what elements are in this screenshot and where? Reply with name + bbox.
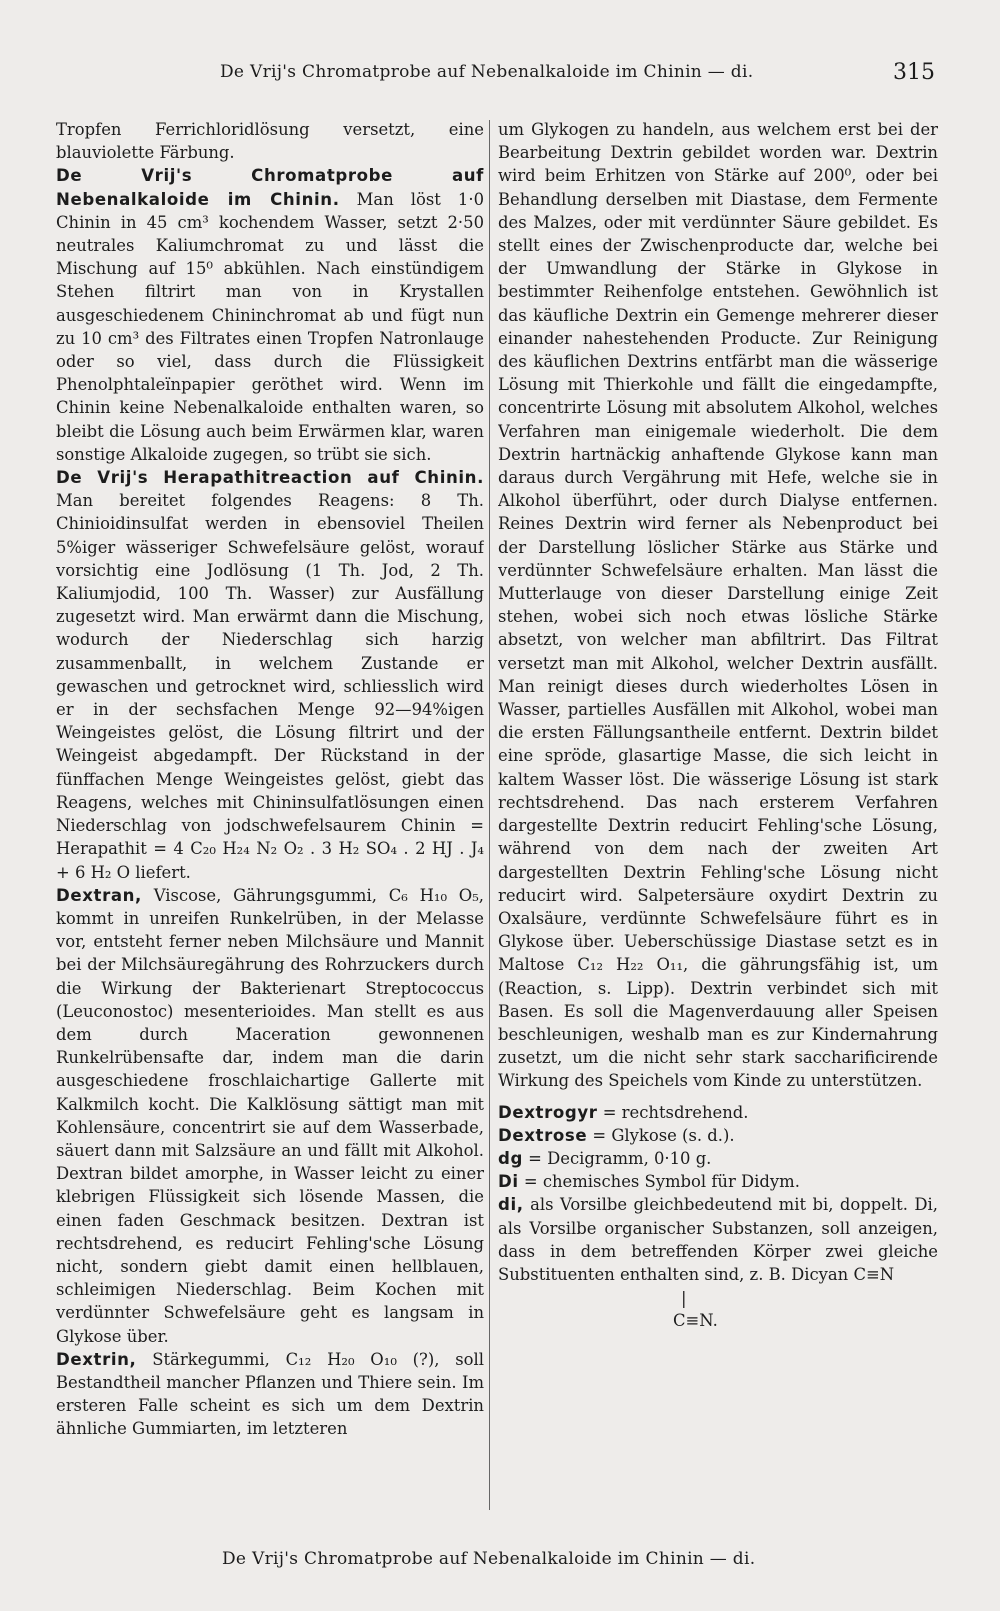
paragraph-text: Man löst 1·0 Chinin in 45 cm³ kochendem Wasser, setzt 2·50 neutrales Kaliumchromat zu und lässt die Mischung auf 15⁰ abkühlen. Nach einstündigem Stehen filtrirt man von in Krystallen ausgeschiedenem Chininchromat ab und fügt nun zu 10 cm³ des Filtrates einen Tropfen Natronlauge oder so viel, dass durch die Flüssigkeit Phenolphtaleïnpapier geröthet wird. Wenn im Chinin keine Nebenalkaloide enthalten waren, so bleibt die Lösung auch beim Erwärmen klar, waren sonstige Alkaloide zugegen, so trübt sie sich. (56, 189, 484, 464)
entry-dextrose (498, 1124, 938, 1147)
entry-di-symbol (498, 1170, 938, 1193)
entry-dg (498, 1147, 938, 1170)
paragraph-text: = Decigramm, 0·10 g. (522, 1148, 712, 1168)
paragraph-text: als Vorsilbe gleichbedeutend mit bi, doppelt. Di, als Vorsilbe organischer Substanzen, soll anzeigen, dass in dem betreffenden Körper zwei gleiche Substituenten enthalten sind, z. B. Dicyan C≡N (498, 1195, 938, 1284)
right-column (498, 118, 938, 1518)
paragraph-text: = chemisches Symbol für Didym. (518, 1172, 800, 1192)
headword: di, (498, 1195, 524, 1215)
paragraph-text: Stärkegummi, C₁₂ H₂₀ O₁₀ (?), soll Bestandtheil mancher Pflanzen und Thiere sein. Im ersteren Falle scheint es sich um dem Dextrin ähnliche Gummiarten, im letzteren (56, 1349, 484, 1439)
paragraph-text: Man bereitet folgendes Reagens: 8 Th. Chinioidinsulfat werden in ebensoviel Theilen 5%iger wässeriger Schwefelsäure gelöst, worauf vorsichtig eine Jodlösung (1 Th. Jod, 2 Th. Kaliumjodid, 100 Th. Wasser) zur Ausfällung zugesetzt wird. Man erwärmt dann die Mischung, wodurch der Niederschlag sich harzig zusammenballt, in welchem Zustande er gewaschen und getrocknet wird, schliesslich wird er in der sechsfachen Menge 92—94%igen Weingeistes gelöst, die Lösung filtrirt und der Weingeist abgedampft. Der Rückstand in der fünffachen Menge Weingeistes gelöst, giebt das Reagens, welches mit Chininsulfatlösungen einen Niederschlag von jodschwefelsaurem Chinin = Herapathit = 4 C₂₀ H₂₄ N₂ O₂ . 3 H₂ SO₄ . 2 HJ . J₄ + 6 H₂ O liefert. (56, 491, 484, 882)
headword: dg (498, 1148, 523, 1168)
paragraph (56, 118, 484, 164)
headword: De Vrij's Chromatprobe auf Nebenalkaloide im Chinin. (56, 166, 484, 209)
footer-running-title: De Vrij's Chromatprobe auf Nebenalkaloide im Chinin — di. (222, 1549, 756, 1569)
page-header (0, 58, 1000, 92)
entry-dextran (56, 884, 484, 1348)
entry-dextrogyr (498, 1101, 938, 1124)
dicyan-formula (673, 1288, 938, 1332)
paragraph-text: = rechtsdrehend. (597, 1102, 749, 1122)
entry-chromatprobe (56, 164, 484, 466)
paragraph-text: um Glykogen zu handeln, aus welchem erst bei der Bearbeitung Dextrin gebildet worden war. Dextrin wird beim Erhitzen von Stärke auf 200⁰, oder bei Behandlung derselben mit Diastase, dem Fermente des Malzes, oder mit verdünnter Säure gebildet. Es stellt eines der Zwischenproducte dar, welche bei der Umwandlung der Stärke in Glykose in bestimmter Reihenfolge entstehen. Gewöhnlich ist das käufliche Dextrin ein Gemenge mehrerer dieser einander nahestehenden Producte. Zur Reinigung des käuflichen Dextrins entfärbt man die wässerige Lösung mit Thierkohle und fällt die eingedampfte, concentrirte Lösung mit absolutem Alkohol, welches Verfahren man einigemale wiederholt. Die dem Dextrin hartnäckig anhaftende Glykose kann man daraus durch Vergährung mit Hefe, welche sie in Alkohol überführt, oder durch Dialyse entfernen. Reines Dextrin wird ferner als Nebenproduct bei der Darstellung löslicher Stärke aus Stärke und verdünnter Schwefelsäure erhalten. Man lässt die Mutterlauge von dieser Darstellung einige Zeit stehen, wobei sich noch etwas lösliche Stärke absetzt, von welcher man abfiltrirt. Das Filtrat versetzt man mit Alkohol, welcher Dextrin ausfällt. Man reinigt dieses durch wiederholtes Lösen in Wasser, partielles Ausfällen mit Alkohol, wobei man die ersten Fällungsantheile entfernt. Dextrin bildet eine spröde, glasartige Masse, die sich leicht in kaltem Wasser löst. Die wässerige Lösung ist stark rechtsdrehend. Das nach ersterem Verfahren dargestellte Dextrin reducirt Fehling'sche Lösung, während von dem nach der zweiten Art dargestellten Dextrin Fehling'sche Lösung nicht reducirt wird. Salpetersäure oxydirt Dextrin zu Oxalsäure, verdünnte Schwefelsäure führt es in Glykose über. Ueberschüssige Diastase setzt es in Maltose C₁₂ H₂₂ O₁₁, die gährungsfähig ist, um (Reaction, s. Lipp). Dextrin verbindet sich mit Basen. Es soll die Magenverdauung aller Speisen beschleunigen, weshalb man es zur Kindernahrung zusetzt, um die nicht sehr stark saccharificirende Wirkung des Speichels vom Kinde zu unterstützen. (498, 120, 938, 1091)
formula-bottom: C≡N. (673, 1311, 718, 1331)
headword: Dextrose (498, 1125, 588, 1145)
headword: Di (498, 1172, 519, 1192)
paragraph (498, 118, 938, 1093)
paragraph-text: Viscose, Gährungsgummi, C₆ H₁₀ O₅, kommt in unreifen Runkelrüben, in der Melasse vor, entsteht ferner neben Milchsäure und Mannit bei der Milchsäuregährung des Rohrzuckers durch die Wirkung der Bakterienart Streptococcus (Leuconostoc) mesenterioides. Man stellt es aus dem durch Maceration gewonnenen Runkelrübensafte dar, indem man die darin ausgeschiedene froschlaichartige Gallerte mit Kalkmilch kocht. Die Kalklösung sättigt man mit Kohlensäure, concentrirt sie auf dem Wasserbade, säuert dann mit Salzsäure an und fällt mit Alkohol. Dextran bildet amorphe, in Wasser leicht zu einer klebrigen Flüssigkeit sich lösende Massen, die einen faden Geschmack besitzen. Dextran ist rechtsdrehend, es reducirt Fehling'sche Lösung nicht, sondern giebt damit einen hellblauen, schleimigen Niederschlag. Beim Kochen mit verdünnter Schwefelsäure geht es langsam in Glykose über. (56, 885, 484, 1346)
formula-bond: | (681, 1289, 687, 1309)
column-divider (489, 120, 490, 1510)
left-column (56, 118, 484, 1518)
headword: Dextrogyr (498, 1102, 598, 1122)
entry-herapathitreaction (56, 466, 484, 884)
paragraph-text: Tropfen Ferrichloridlösung versetzt, eine blauviolette Färbung. (56, 120, 484, 163)
headword: Dextran, (56, 885, 142, 905)
entry-di-prefix (498, 1193, 938, 1286)
headword: Dextrin, (56, 1349, 137, 1369)
page-footer (0, 1545, 1000, 1575)
paragraph-text: = Glykose (s. d.). (587, 1125, 735, 1145)
page-number: 315 (893, 60, 935, 85)
entry-dextrin (56, 1348, 484, 1441)
running-title: De Vrij's Chromatprobe auf Nebenalkaloide im Chinin — di. (220, 62, 754, 82)
headword: De Vrij's Herapathitreaction auf Chinin. (56, 468, 484, 488)
